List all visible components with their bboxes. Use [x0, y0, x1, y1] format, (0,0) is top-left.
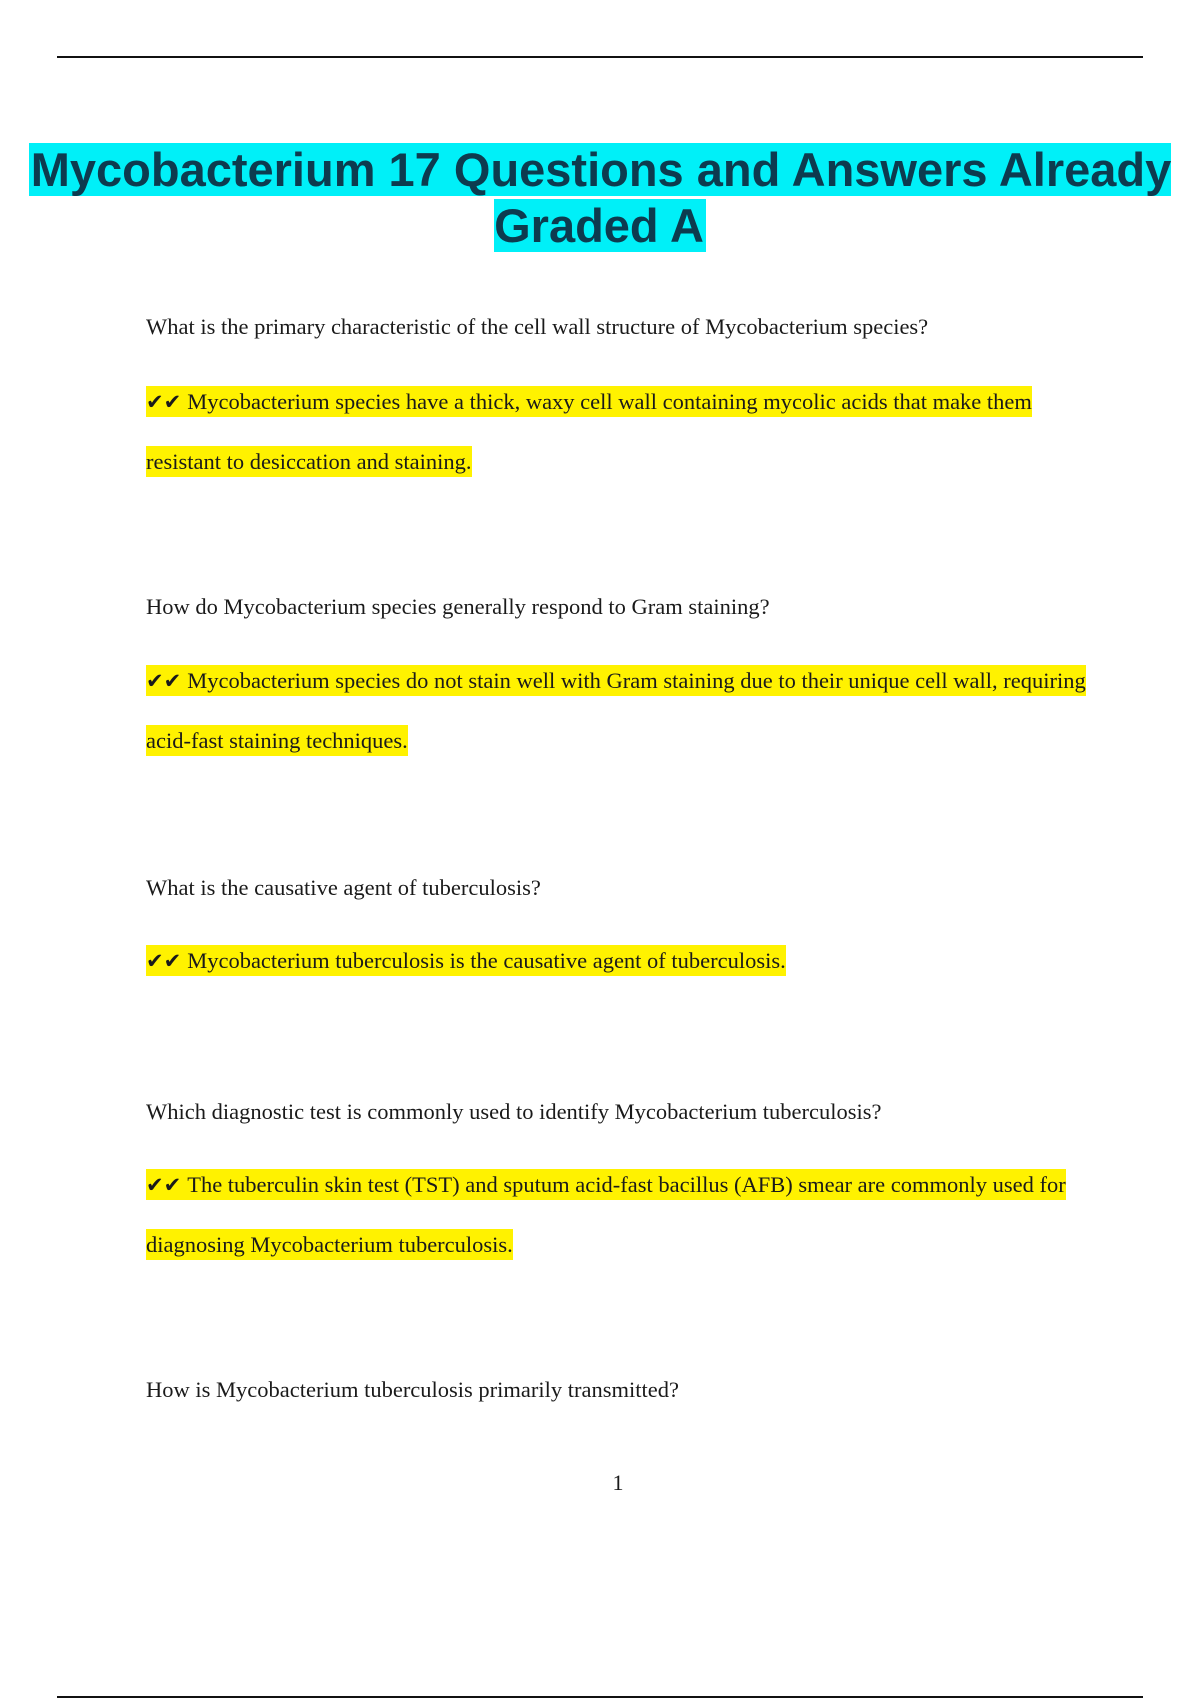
answer-1-text: Mycobacterium species have a thick, waxy cell wall containing mycolic acids that make them resistant to desiccation and staining.	[146, 389, 1032, 474]
answer-2	[146, 651, 1106, 771]
page-number: 1	[612, 1470, 624, 1495]
answer-2-text: Mycobacterium species do not stain well with Gram staining due to their unique cell wall, requiring acid-fast staining techniques.	[146, 668, 1086, 753]
answer-4-text: The tuberculin skin test (TST) and sputum acid-fast bacillus (AFB) smear are commonly used for diagnosing Mycobacterium tuberculosis.	[146, 1172, 1066, 1257]
double-check-icon: ✔✔	[146, 390, 182, 414]
double-check-icon: ✔✔	[146, 1173, 182, 1197]
answer-1	[146, 372, 1106, 492]
question-5: How is Mycobacterium tuberculosis primarily transmitted?	[146, 1377, 680, 1402]
question-2: How do Mycobacterium species generally respond to Gram staining?	[146, 594, 770, 619]
document-title-text: Mycobacterium 17 Questions and Answers Already Graded A	[30, 143, 1172, 252]
question-1: What is the primary characteristic of the cell wall structure of Mycobacterium species?	[146, 314, 929, 339]
document-title	[0, 142, 1200, 254]
double-check-icon: ✔✔	[146, 669, 182, 693]
answer-4	[146, 1155, 1106, 1275]
question-4: Which diagnostic test is commonly used to identify Mycobacterium tuberculosis?	[146, 1099, 882, 1124]
answer-3	[146, 931, 1106, 991]
answer-3-text: Mycobacterium tuberculosis is the causative agent of tuberculosis.	[187, 948, 786, 973]
question-3: What is the causative agent of tuberculosis?	[146, 875, 541, 900]
bottom-rule	[57, 1696, 1143, 1698]
double-check-icon: ✔✔	[146, 949, 182, 973]
top-rule	[57, 56, 1143, 58]
